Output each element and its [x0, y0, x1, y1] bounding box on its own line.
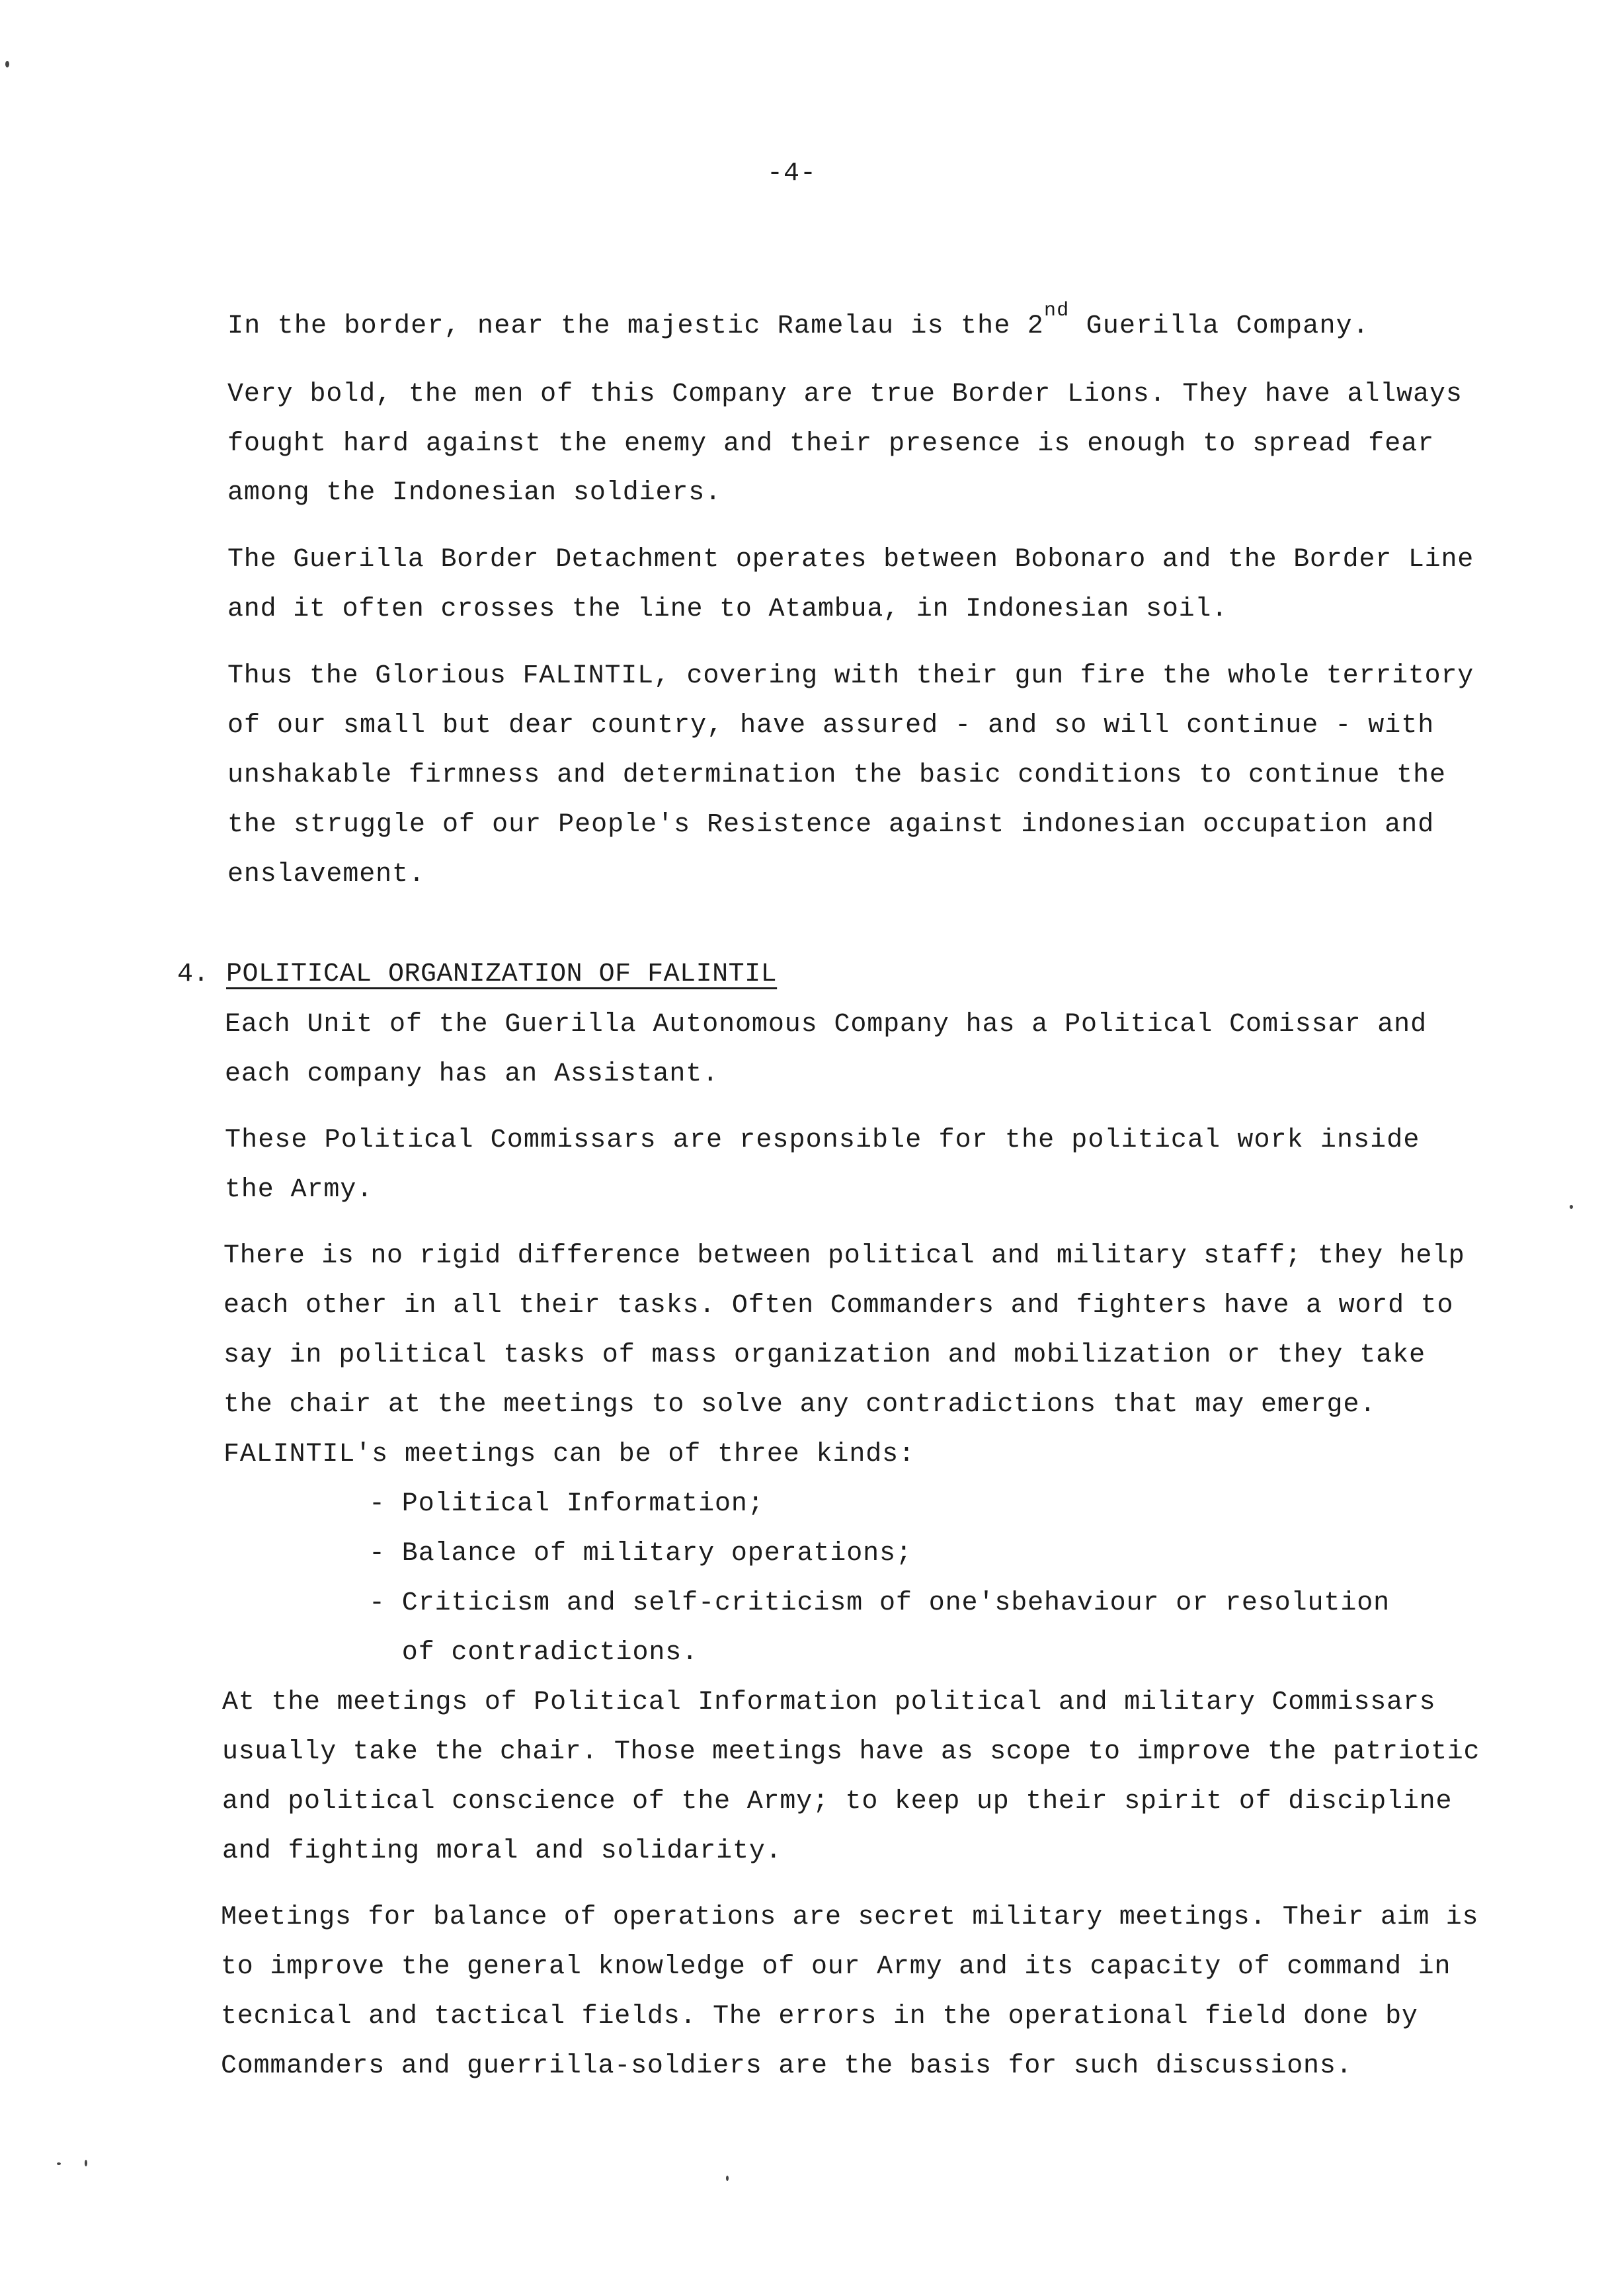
- paragraph-4-line-2: of our small but dear country, have assured - and so will continue - with: [227, 711, 1435, 741]
- paragraph-5-line-2: each company has an Assistant.: [225, 1059, 719, 1089]
- paragraph-6-line-2: the Army.: [225, 1175, 374, 1205]
- list-item-1: - Political Information;: [369, 1489, 764, 1519]
- paragraph-4-line-4: the struggle of our People's Resistence against indonesian occupation and: [227, 810, 1435, 840]
- paragraph-2-line-1: Very bold, the men of this Company are true Border Lions. They have allways: [227, 380, 1463, 409]
- paragraph-8-line-3: and political conscience of the Army; to keep up their spirit of discipline: [222, 1787, 1453, 1817]
- paragraph-7-line-1: There is no rigid difference between political and military staff; they help: [223, 1241, 1465, 1271]
- paragraph-7-line-2: each other in all their tasks. Often Commanders and fighters have a word to: [223, 1291, 1454, 1321]
- scan-speck: [5, 61, 9, 67]
- paragraph-9-line-3: tecnical and tactical fields. The errors in the operational field done by: [221, 2002, 1418, 2031]
- paragraph-6-line-1: These Political Commissars are responsible for the political work inside: [225, 1126, 1420, 1155]
- paragraph-7-line-4: the chair at the meetings to solve any contradictions that may emerge.: [223, 1390, 1377, 1420]
- page-number: -4-: [767, 159, 817, 188]
- paragraph-4-line-1: Thus the Glorious FALINTIL, covering with their gun fire the whole territory: [227, 661, 1474, 691]
- paragraph-3-line-2: and it often crosses the line to Atambua, in Indonesian soil.: [227, 594, 1228, 624]
- list-item-3: - Criticism and self-criticism of one'sbehaviour or resolution: [369, 1588, 1390, 1618]
- paragraph-9-line-2: to improve the general knowledge of our Army and its capacity of command in: [221, 1952, 1451, 1982]
- scan-speck: [57, 2162, 61, 2165]
- paragraph-4-line-5: enslavement.: [227, 860, 425, 889]
- paragraph-7-line-5: FALINTIL's meetings can be of three kinds:: [223, 1440, 915, 1469]
- paragraph-2-line-2: fought hard against the enemy and their presence is enough to spread fear: [227, 429, 1435, 459]
- scan-speck: [726, 2176, 729, 2181]
- paragraph-8-line-2: usually take the chair. Those meetings have as scope to improve the patriotic: [222, 1737, 1480, 1767]
- paragraph-1-line: [227, 300, 1370, 341]
- paragraph-8-line-1: At the meetings of Political Information political and military Commissars: [222, 1688, 1436, 1717]
- section-heading: POLITICAL ORGANIZATION OF FALINTIL: [226, 960, 778, 989]
- scan-speck: [85, 2160, 87, 2166]
- paragraph-2-line-3: among the Indonesian soldiers.: [227, 478, 722, 508]
- paragraph-7-line-3: say in political tasks of mass organization and mobilization or they take: [223, 1340, 1426, 1370]
- scan-speck: [1570, 1205, 1573, 1209]
- list-item-2: - Balance of military operations;: [369, 1539, 912, 1569]
- ordinal-superscript: nd: [1044, 300, 1070, 322]
- paragraph-9-line-4: Commanders and guerrilla-soldiers are the basis for such discussions.: [221, 2051, 1353, 2081]
- paragraph-9-line-1: Meetings for balance of operations are secret military meetings. Their aim is: [221, 1903, 1479, 1932]
- paragraph-1-text-b: Guerilla Company.: [1069, 311, 1370, 341]
- paragraph-4-line-3: unshakable firmness and determination the basic conditions to continue the: [227, 760, 1446, 790]
- paragraph-1-text-a: In the border, near the majestic Ramelau is the 2: [227, 311, 1044, 341]
- paragraph-5-line-1: Each Unit of the Guerilla Autonomous Company has a Political Comissar and: [225, 1010, 1427, 1040]
- paragraph-3-line-1: The Guerilla Border Detachment operates between Bobonaro and the Border Line: [227, 545, 1474, 575]
- section-number: 4.: [177, 960, 210, 989]
- paragraph-8-line-4: and fighting moral and solidarity.: [222, 1836, 782, 1866]
- list-item-3-continuation: of contradictions.: [369, 1638, 699, 1668]
